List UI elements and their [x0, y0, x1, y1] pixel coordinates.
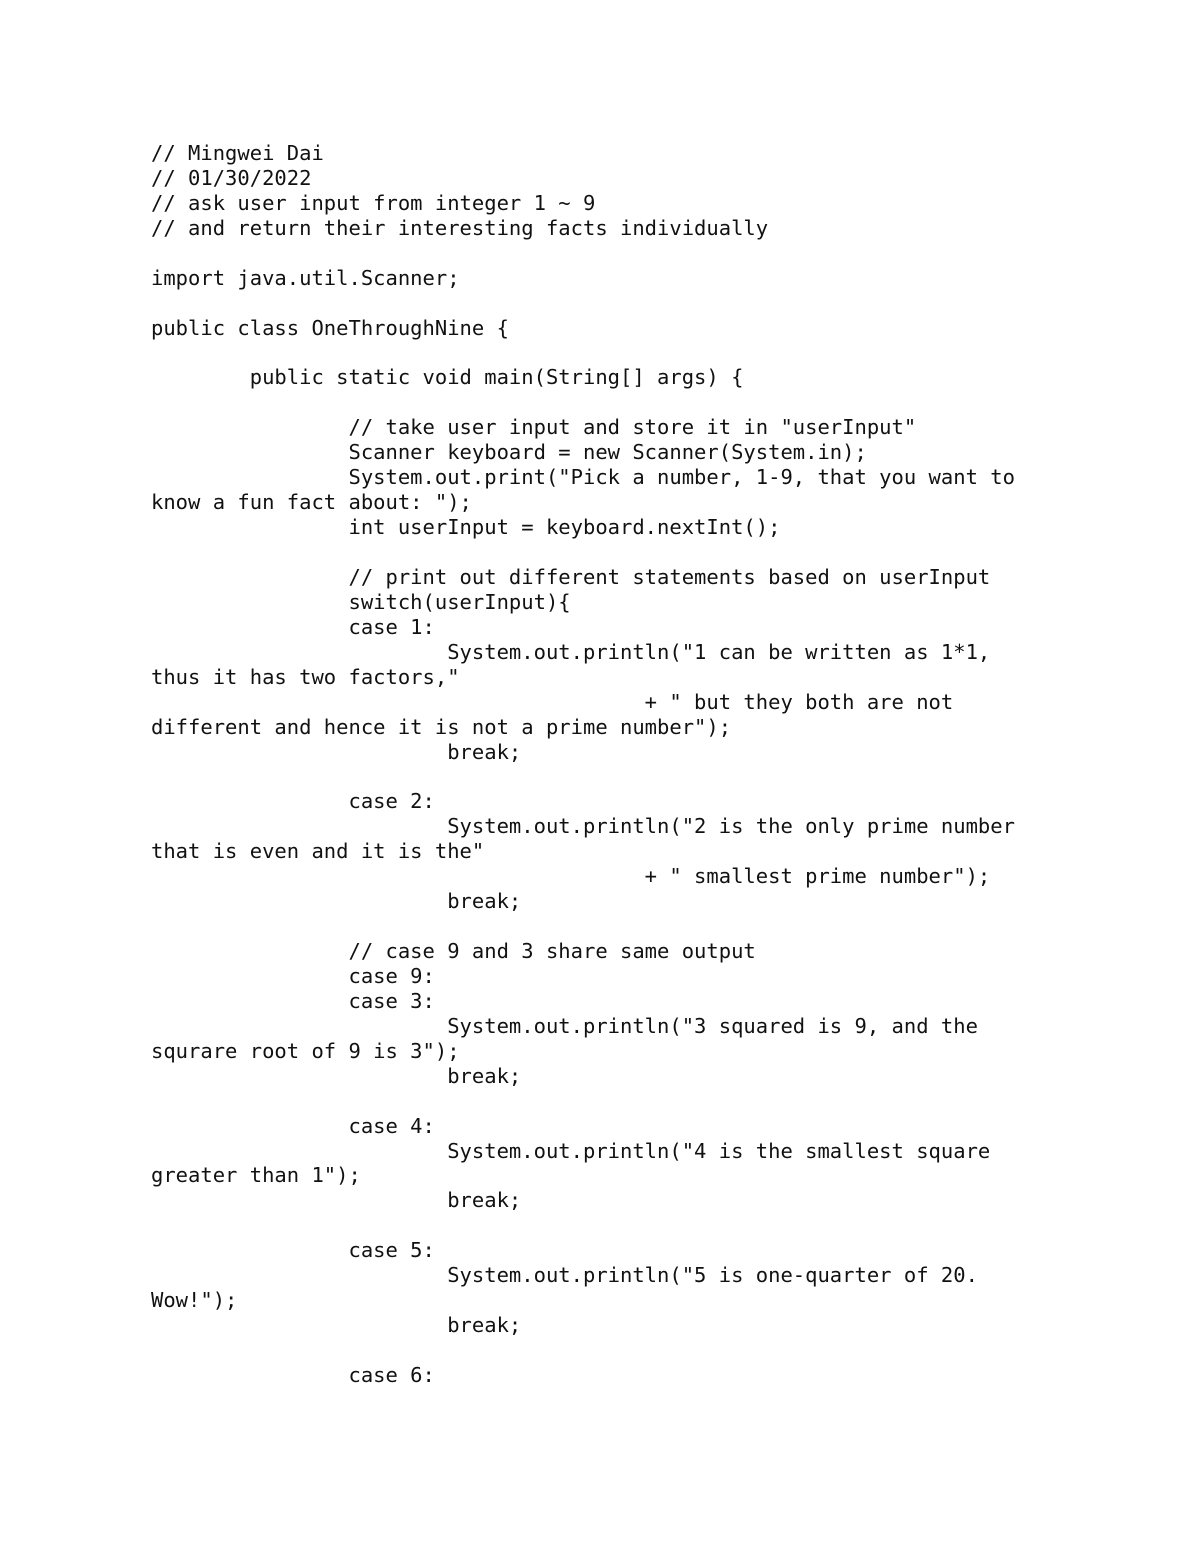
code-line: import java.util.Scanner; [151, 265, 460, 290]
code-line: switch(userInput){ [151, 589, 571, 614]
code-line: Scanner keyboard = new Scanner(System.in); [151, 440, 867, 465]
code-listing [151, 141, 1015, 1388]
code-line [151, 291, 1015, 316]
code-line: System.out.println("3 squared is 9, and the [151, 1013, 978, 1038]
code-line: System.out.println("1 can be written as 1*1, [151, 639, 991, 664]
code-line [151, 540, 1015, 565]
code-line: break; [151, 739, 522, 764]
code-line: Wow!"); [151, 1288, 238, 1313]
code-line [151, 341, 1015, 366]
code-line: break; [151, 1188, 522, 1213]
code-line: case 5: [151, 1238, 435, 1263]
code-line: know a fun fact about: "); [151, 490, 472, 515]
code-line: + " smallest prime number"); [151, 864, 991, 889]
code-line: // take user input and store it in "userInput" [151, 415, 917, 440]
code-line: case 3: [151, 988, 435, 1013]
code-line: System.out.println("2 is the only prime number [151, 814, 1015, 839]
code-line: // case 9 and 3 share same output [151, 939, 756, 963]
code-line: System.out.print("Pick a number, 1-9, that you want to [151, 465, 1015, 490]
code-line: squrare root of 9 is 3"); [151, 1038, 460, 1063]
code-line [151, 1089, 1015, 1114]
code-line: greater than 1"); [151, 1163, 361, 1188]
code-line: break; [151, 1313, 522, 1338]
code-line: case 4: [151, 1113, 435, 1138]
code-line: + " but they both are not [151, 689, 954, 714]
code-line [151, 390, 1015, 415]
code-line: different and hence it is not a prime number"); [151, 714, 732, 739]
code-line: // ask user input from integer 1 ~ 9 [151, 190, 596, 215]
code-line: // print out different statements based on userInput [151, 564, 991, 589]
code-line: // and return their interesting facts individually [151, 215, 769, 240]
code-line: public class OneThroughNine { [151, 315, 509, 340]
code-line [151, 1213, 1015, 1238]
code-line: break; [151, 1063, 522, 1088]
code-line: that is even and it is the" [151, 839, 485, 864]
code-line: public static void main(String[] args) { [151, 365, 744, 390]
code-line: case 6: [151, 1362, 435, 1387]
code-line: case 9: [151, 963, 435, 988]
code-line: break; [151, 889, 522, 914]
code-line [151, 241, 1015, 266]
code-line [151, 1338, 1015, 1363]
code-line: case 2: [151, 789, 435, 814]
code-line [151, 914, 1015, 939]
code-line: case 1: [151, 614, 435, 639]
code-line: thus it has two factors," [151, 664, 460, 689]
code-line: // 01/30/2022 [151, 165, 312, 190]
code-line: // Mingwei Dai [151, 141, 324, 165]
code-line [151, 764, 1015, 789]
code-line: int userInput = keyboard.nextInt(); [151, 515, 781, 540]
code-line: System.out.println("5 is one-quarter of 20. [151, 1263, 978, 1288]
code-line: System.out.println("4 is the smallest square [151, 1138, 991, 1163]
